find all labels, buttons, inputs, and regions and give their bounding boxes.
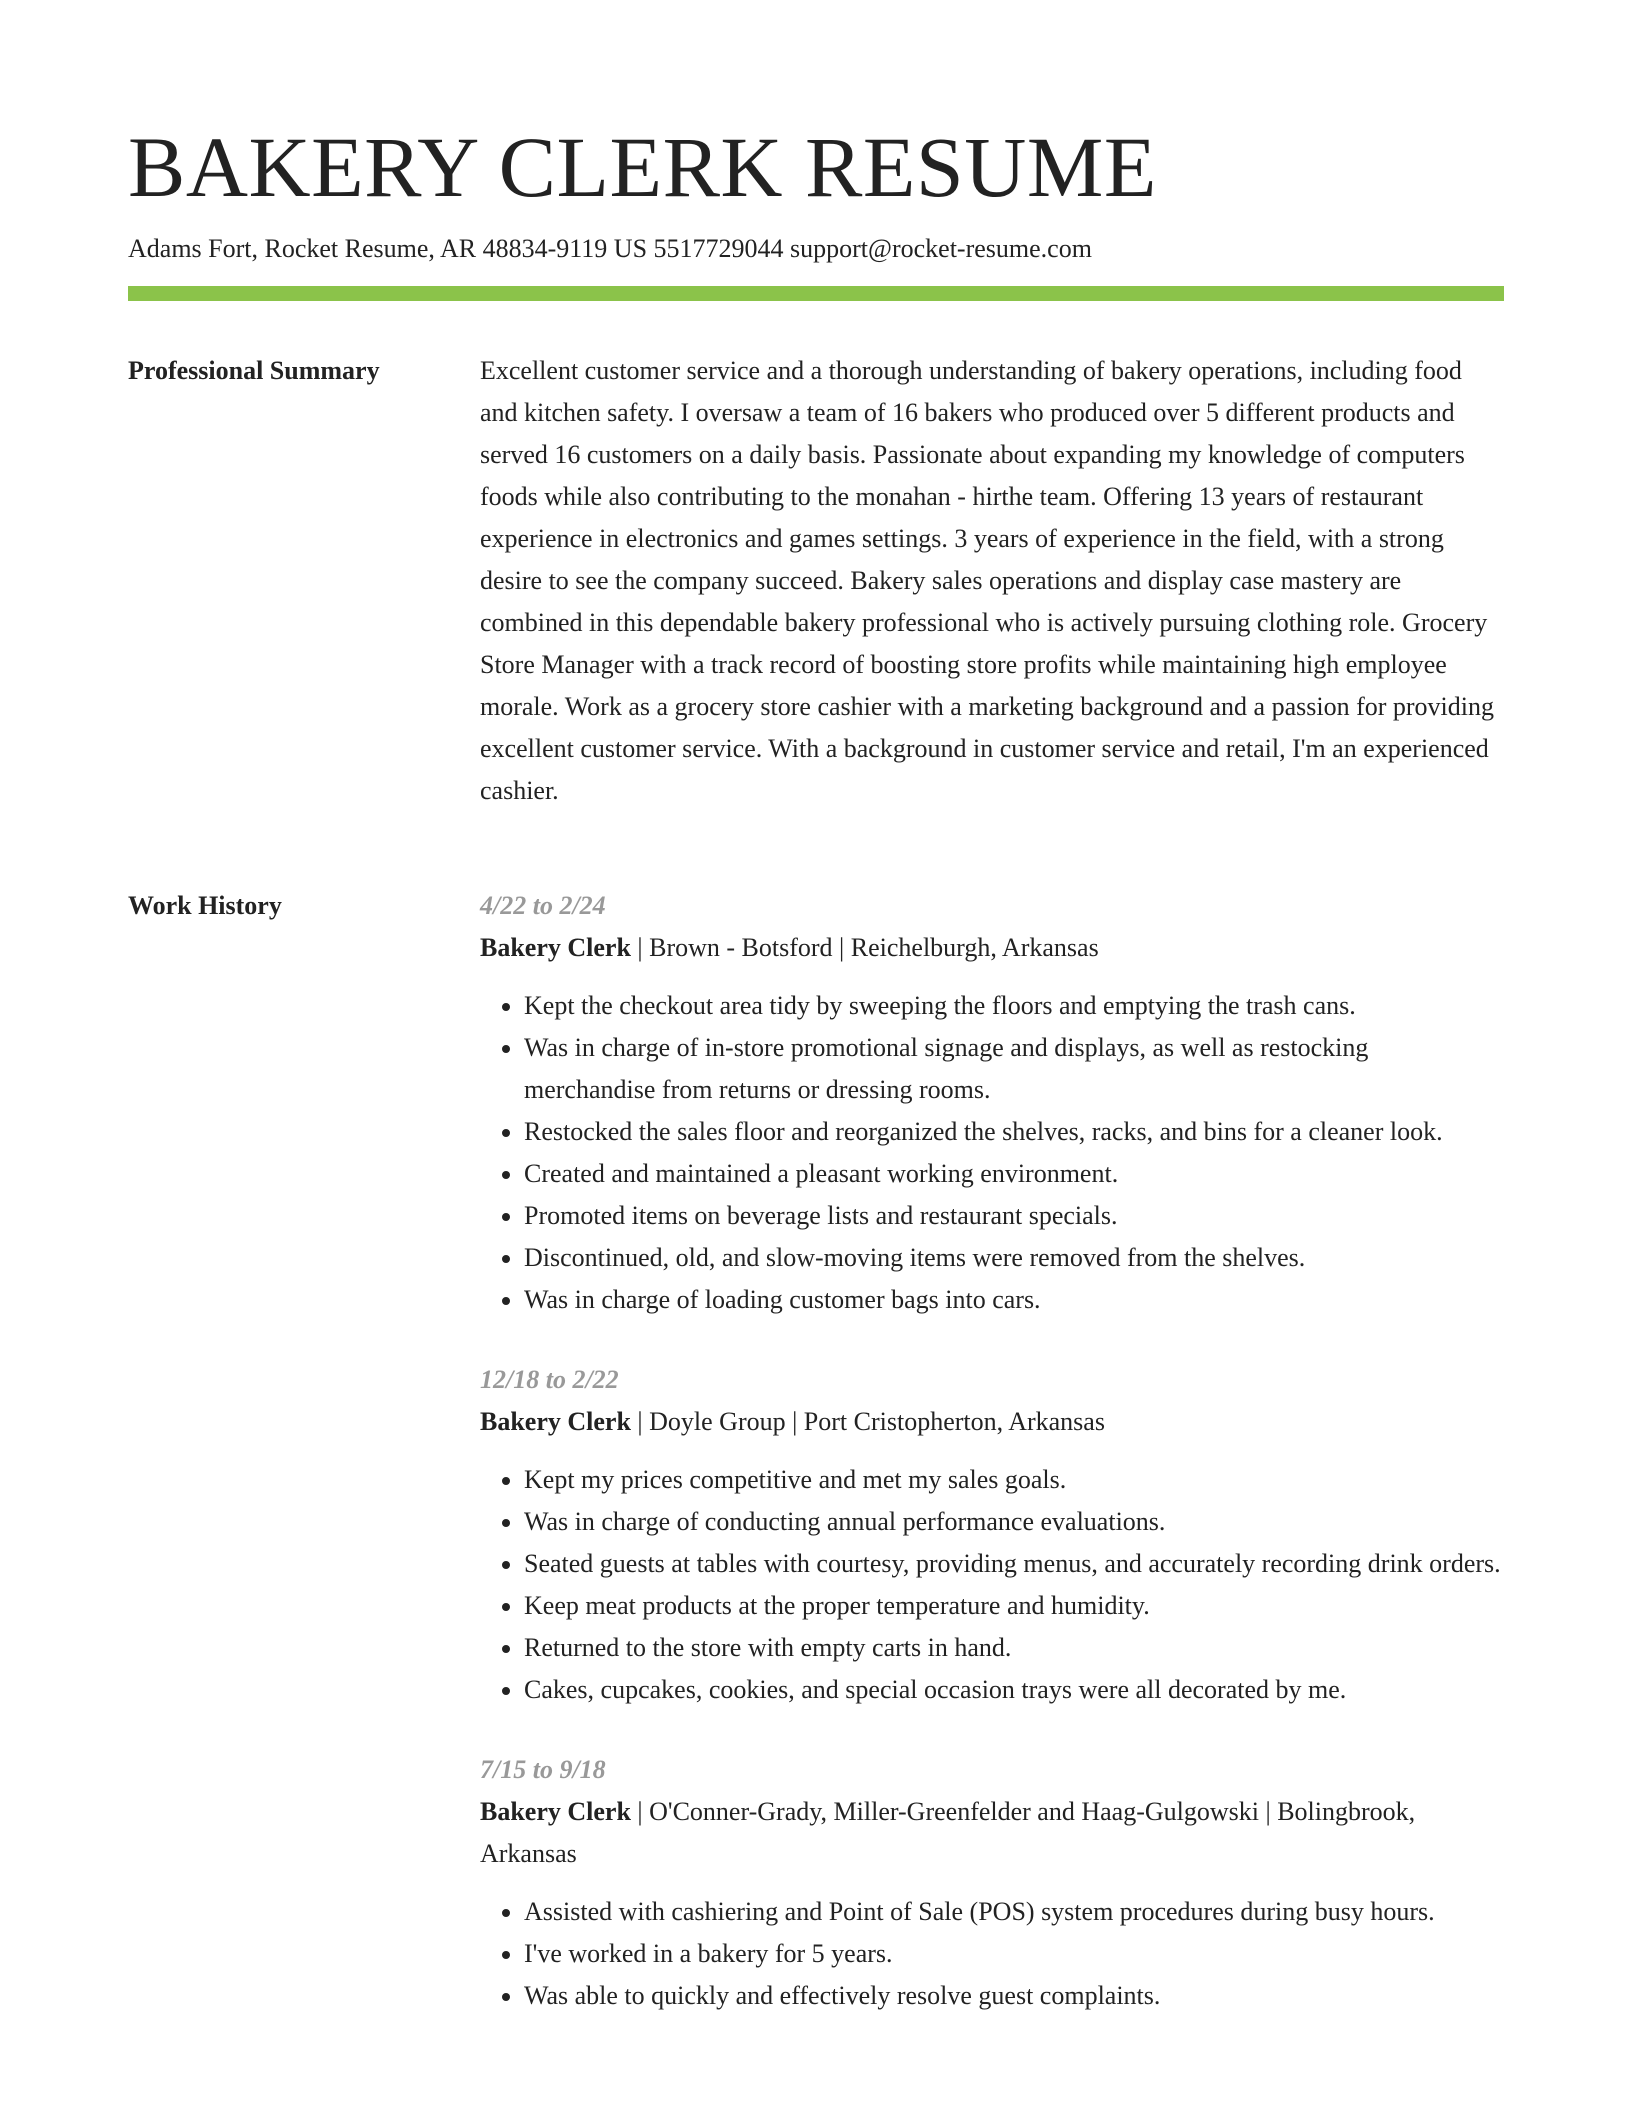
bullet-item: • Was in charge of in-store promotional signage and displays, as well as restocking merchandise from returns or dressing rooms. (524, 1027, 1504, 1111)
bullet-item: • Kept my prices competitive and met my sales goals. (524, 1459, 1504, 1501)
job-bullets (480, 1891, 1504, 2017)
bullet-item: • Cakes, cupcakes, cookies, and special occasion trays were all decorated by me. (524, 1669, 1504, 1711)
bullet-item: • Was able to quickly and effectively resolve guest complaints. (524, 1975, 1504, 2017)
job-entry (480, 1359, 1504, 1711)
job-title: Bakery Clerk (480, 1407, 631, 1436)
job-dates: 7/15 to 9/18 (480, 1755, 606, 1784)
job-details: | O'Conner-Grady, Miller-Greenfelder and Haag-Gulgowski | Bolingbrook, Arkansas (480, 1797, 1416, 1868)
job-heading (480, 927, 1504, 969)
job-entry (480, 1749, 1504, 2017)
job-bullets (480, 985, 1504, 1321)
job-heading (480, 1791, 1504, 1875)
job-title: Bakery Clerk (480, 1797, 631, 1826)
bullet-item: • Was in charge of conducting annual performance evaluations. (524, 1501, 1504, 1543)
summary-section (480, 350, 1504, 812)
work-history-label: Work History (128, 891, 282, 920)
job-dates: 12/18 to 2/22 (480, 1365, 619, 1394)
summary-label: Professional Summary (128, 356, 380, 385)
bullet-item: • Promoted items on beverage lists and restaurant specials. (524, 1195, 1504, 1237)
bullet-item: • Returned to the store with empty carts in hand. (524, 1627, 1504, 1669)
job-title: Bakery Clerk (480, 933, 631, 962)
work-history-section (480, 885, 1504, 2055)
bullet-item: • Was in charge of loading customer bags into cars. (524, 1279, 1504, 1321)
bullet-item: • Discontinued, old, and slow-moving items were removed from the shelves. (524, 1237, 1504, 1279)
job-dates: 4/22 to 2/24 (480, 891, 606, 920)
resume-title: BAKERY CLERK RESUME (128, 119, 1157, 215)
summary-text: Excellent customer service and a thorough understanding of bakery operations, including food and kitchen safety. I oversaw a team of 16 bakers who produced over 5 different products and served 16 customers on a daily basis. Passionate about expanding my knowledge of computers foods while also contributing to the monahan - hirthe team. Offering 13 years of restaurant experience in electronics and games settings. 3 years of experience in the field, with a strong desire to see the company succeed. Bakery sales operations and display case mastery are combined in this dependable bakery professional who is actively pursuing clothing role. Grocery Store Manager with a track record of boosting store profits while maintaining high employee morale. Work as a grocery store cashier with a marketing background and a passion for providing excellent customer service. With a background in customer service and retail, I'm an experienced cashier. (480, 356, 1494, 805)
bullet-item: • Seated guests at tables with courtesy, providing menus, and accurately recording drink orders. (524, 1543, 1504, 1585)
job-heading (480, 1401, 1504, 1443)
job-bullets (480, 1459, 1504, 1711)
bullet-item: • Created and maintained a pleasant working environment. (524, 1153, 1504, 1195)
job-details: | Doyle Group | Port Cristopherton, Arkansas (630, 1407, 1105, 1436)
bullet-item: • Assisted with cashiering and Point of Sale (POS) system procedures during busy hours. (524, 1891, 1504, 1933)
header-divider (128, 286, 1504, 301)
bullet-item: • I've worked in a bakery for 5 years. (524, 1933, 1504, 1975)
bullet-item: • Restocked the sales floor and reorganized the shelves, racks, and bins for a cleaner look. (524, 1111, 1504, 1153)
contact-info: Adams Fort, Rocket Resume, AR 48834-9119 US 5517729044 support@rocket-resume.com (128, 234, 1092, 263)
job-details: | Brown - Botsford | Reichelburgh, Arkansas (630, 933, 1099, 962)
job-entry (480, 885, 1504, 1321)
bullet-item: • Kept the checkout area tidy by sweeping the floors and emptying the trash cans. (524, 985, 1504, 1027)
bullet-item: • Keep meat products at the proper temperature and humidity. (524, 1585, 1504, 1627)
